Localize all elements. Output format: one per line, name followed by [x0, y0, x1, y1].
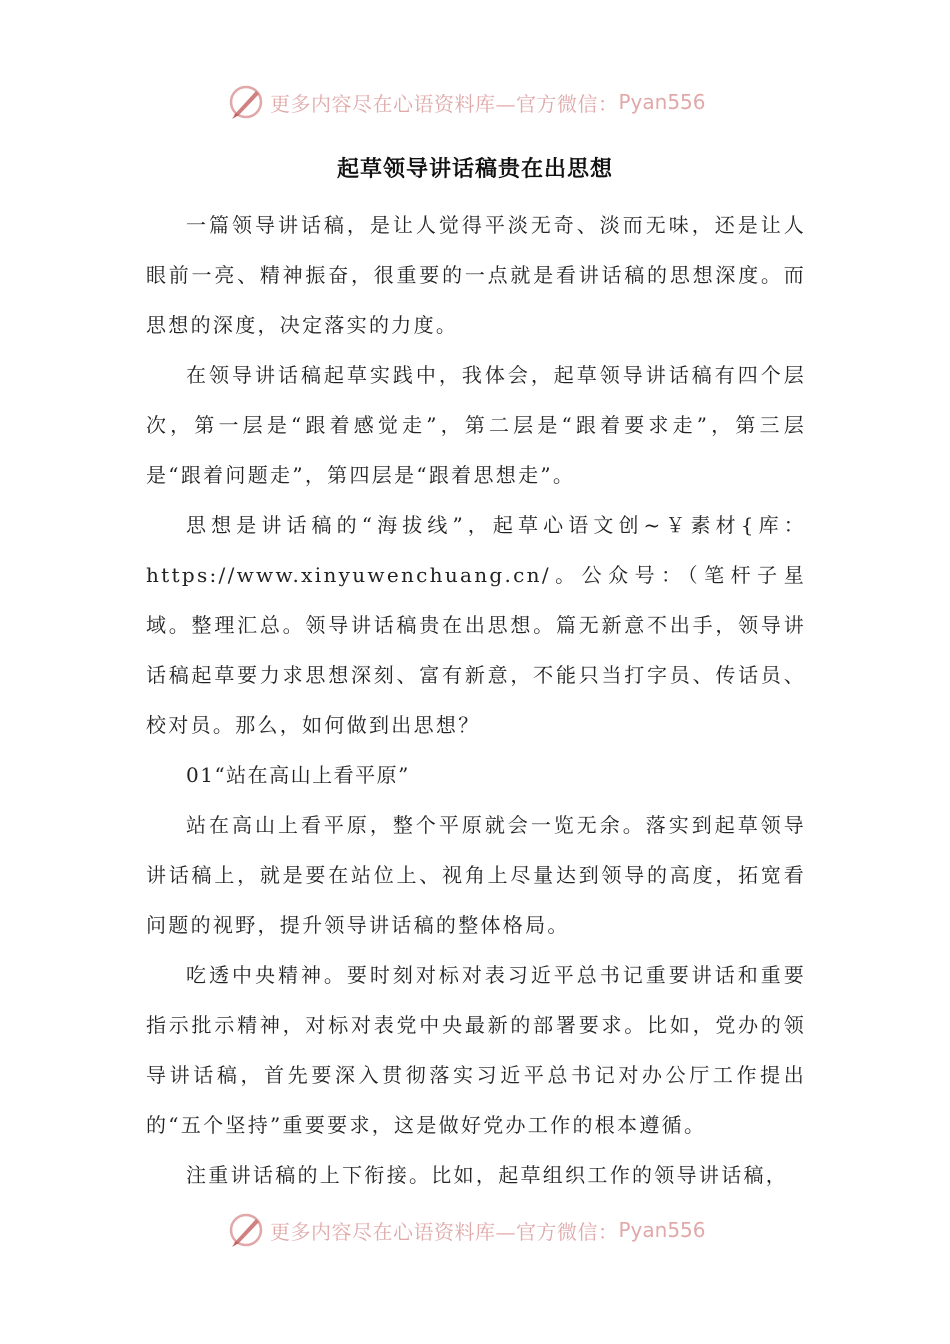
- watermark-id: Pyan556: [618, 1218, 706, 1242]
- section-heading: 01“站在高山上看平原”: [186, 763, 410, 787]
- watermark-text: 更多内容尽在心语资料库—官方微信：: [270, 1219, 619, 1244]
- paragraph: 一篇领导讲话稿，是让人觉得平淡无奇、淡而无味，还是让人眼前一亮、精神振奋，很重要的一点就是看讲话稿的思想深度。而思想的深度，决定落实的力度。: [146, 213, 806, 337]
- paragraph: 注重讲话稿的上下衔接。比如，起草组织工作的领导讲话稿，: [186, 1163, 789, 1187]
- paragraph: 站在高山上看平原，整个平原就会一览无余。落实到起草领导讲话稿上，就是要在站位上、视角上尽量达到领导的高度，拓宽看问题的视野，提升领导讲话稿的整体格局。: [146, 813, 806, 937]
- watermark-banner-bottom: [226, 1208, 706, 1252]
- document-title: 起草领导讲话稿贵在出思想: [336, 156, 613, 182]
- paragraph: 在领导讲话稿起草实践中，我体会，起草领导讲话稿有四个层次，第一层是“跟着感觉走”，第二层是“跟着要求走”，第三层是“跟着问题走”，第四层是“跟着思想走”。: [146, 363, 806, 487]
- paragraph: 吃透中央精神。要时刻对标对表习近平总书记重要讲话和重要指示批示精神，对标对表党中央最新的部署要求。比如，党办的领导讲话稿，首先要深入贯彻落实习近平总书记对办公厅工作提出的“五个坚持”重要要求，这是做好党办工作的根本遵循。: [146, 963, 806, 1137]
- watermark-id: Pyan556: [618, 90, 706, 114]
- quill-logo-icon: [226, 82, 266, 122]
- document-body: [146, 200, 806, 1200]
- quill-logo-icon: [226, 1210, 266, 1250]
- watermark-banner-top: [226, 80, 706, 124]
- paragraph: 思想是讲话稿的“海拔线”，起草心语文创~￥素材{库：https://www.xinyuwenchuang.cn/。公众号：（笔杆子星域。整理汇总。领导讲话稿贵在出思想。篇无新意不出手，领导讲话稿起草要力求思想深刻、富有新意，不能只当打字员、传话员、校对员。那么，如何做到出思想？: [146, 513, 806, 737]
- watermark-text: 更多内容尽在心语资料库—官方微信：: [270, 91, 619, 116]
